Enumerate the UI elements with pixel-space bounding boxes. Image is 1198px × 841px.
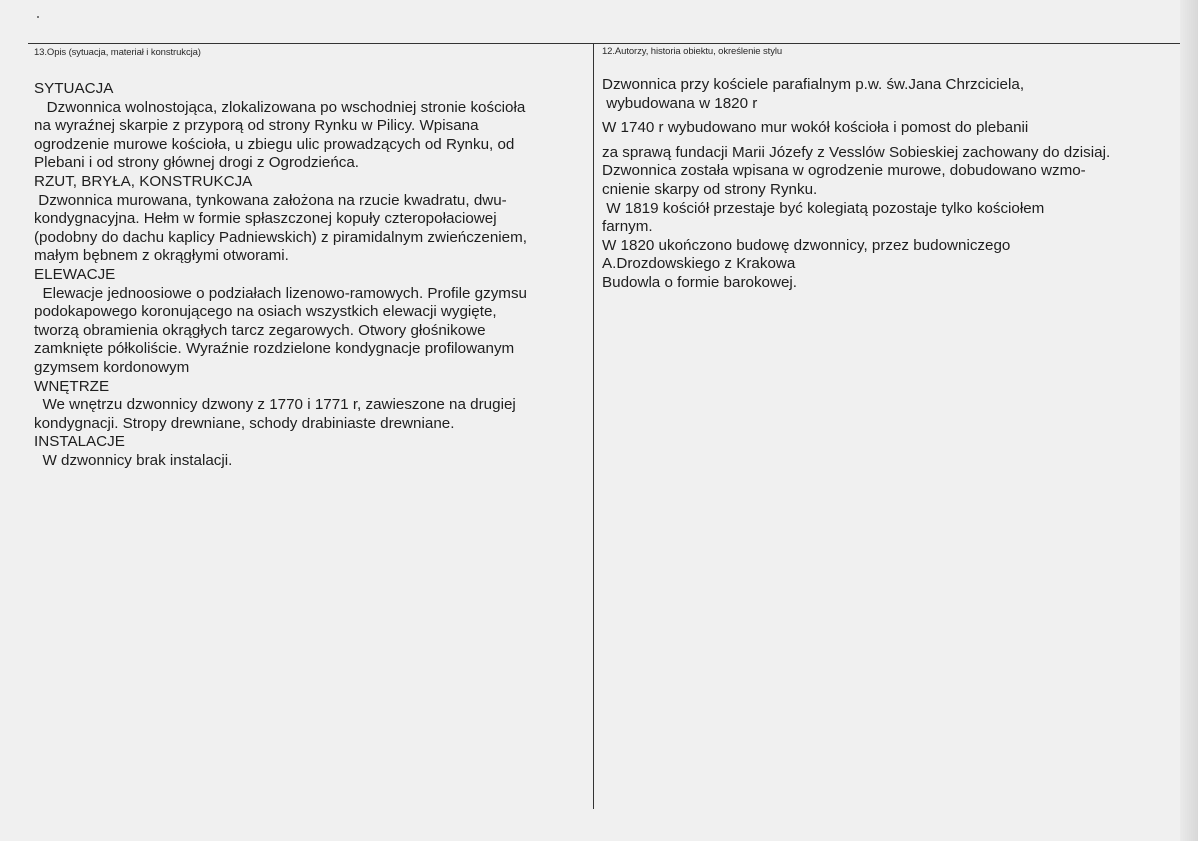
description-text-line: Dzwonnica wolnostojąca, zlokalizowana po wschodniej stronie kościoła <box>34 98 526 116</box>
description-text-line: małym bębnem z okrągłymi otworami. <box>34 247 289 265</box>
description-text-line: tworzą obramienia okrągłych tarcz zegarowych. Otwory głośnikowe <box>34 321 486 339</box>
description-text-line: na wyraźnej skarpie z przyporą od strony Rynku w Pilicy. Wpisana <box>34 117 479 135</box>
description-text-line: zamknięte półkoliście. Wyraźnie rozdzielone kondygnacje profilowanym <box>34 340 515 358</box>
description-text-line: kondygnacyjna. Hełm w formie spłaszczonej kopuły czteropołaciowej <box>34 210 497 228</box>
history-text-line: W 1740 r wybudowano mur wokół kościoła i pomost do plebanii <box>602 119 1029 137</box>
description-text-line: ogrodzenie murowe kościoła, u zbiegu ulic prowadzących od Rynku, od <box>34 135 515 153</box>
description-text-line: kondygnacji. Stropy drewniane, schody drabiniaste drewniane. <box>34 414 455 432</box>
history-text-line: Dzwonnica przy kościele parafialnym p.w. św.Jana Chrzciciela, <box>602 76 1025 93</box>
description-text-line: Plebani i od strony głównej drogi z Ogrodzieńca. <box>34 154 360 172</box>
description-section-heading: ELEWACJE <box>34 265 116 283</box>
paper-edge-shadow <box>1180 0 1198 841</box>
description-section-header: 13.Opis (sytuacja, materiał i konstrukcja) <box>34 47 201 58</box>
description-section-heading: RZUT, BRYŁA, KONSTRUKCJA <box>34 172 253 190</box>
history-text-line: A.Drozdowskiego z Krakowa <box>602 255 796 273</box>
history-text-line: W 1819 kościół przestaje być kolegiatą pozostaje tylko kościołem <box>602 199 1045 217</box>
description-text-line: (podobny do dachu kaplicy Padniewskich) z piramidalnym zwieńczeniem, <box>34 228 527 246</box>
description-section-heading: SYTUACJA <box>34 80 114 97</box>
description-text-line: Elewacje jednoosiowe o podziałach lizenowo-ramowych. Profile gzymsu <box>34 284 527 302</box>
description-text-line: gzymsem kordonowym <box>34 358 190 376</box>
history-text-line: farnym. <box>602 218 653 236</box>
description-text-line: We wnętrzu dzwonnicy dzwony z 1770 i 1771 r, zawieszone na drugiej <box>34 396 516 414</box>
history-text-line: W 1820 ukończono budowę dzwonnicy, przez budowniczego <box>602 236 1011 254</box>
history-column <box>602 76 1182 293</box>
paper-speck <box>37 16 39 18</box>
description-text-line: Dzwonnica murowana, tynkowana założona na rzucie kwadratu, dwu- <box>34 191 507 209</box>
history-section-header: 12.Autorzy, historia obiektu, określenie stylu <box>602 46 783 57</box>
description-column <box>34 80 590 470</box>
column-divider <box>593 43 594 809</box>
description-text-line: W dzwonnicy brak instalacji. <box>34 451 233 469</box>
top-rule <box>28 43 1198 44</box>
history-text-line: Budowla o formie barokowej. <box>602 273 798 291</box>
description-section-heading: INSTALACJE <box>34 433 125 451</box>
history-text-line: za sprawą fundacji Marii Józefy z Vesslów Sobieskiej zachowany do dzisiaj. <box>602 143 1111 161</box>
description-text-line: podokapowego koronującego na osiach wszystkich elewacji wygięte, <box>34 303 497 321</box>
history-text-line: Dzwonnica została wpisana w ogrodzenie murowe, dobudowano wzmo- <box>602 162 1086 180</box>
description-section-heading: WNĘTRZE <box>34 377 110 395</box>
history-text-line: wybudowana w 1820 r <box>602 94 758 112</box>
history-text-line: cnienie skarpy od strony Rynku. <box>602 180 818 198</box>
